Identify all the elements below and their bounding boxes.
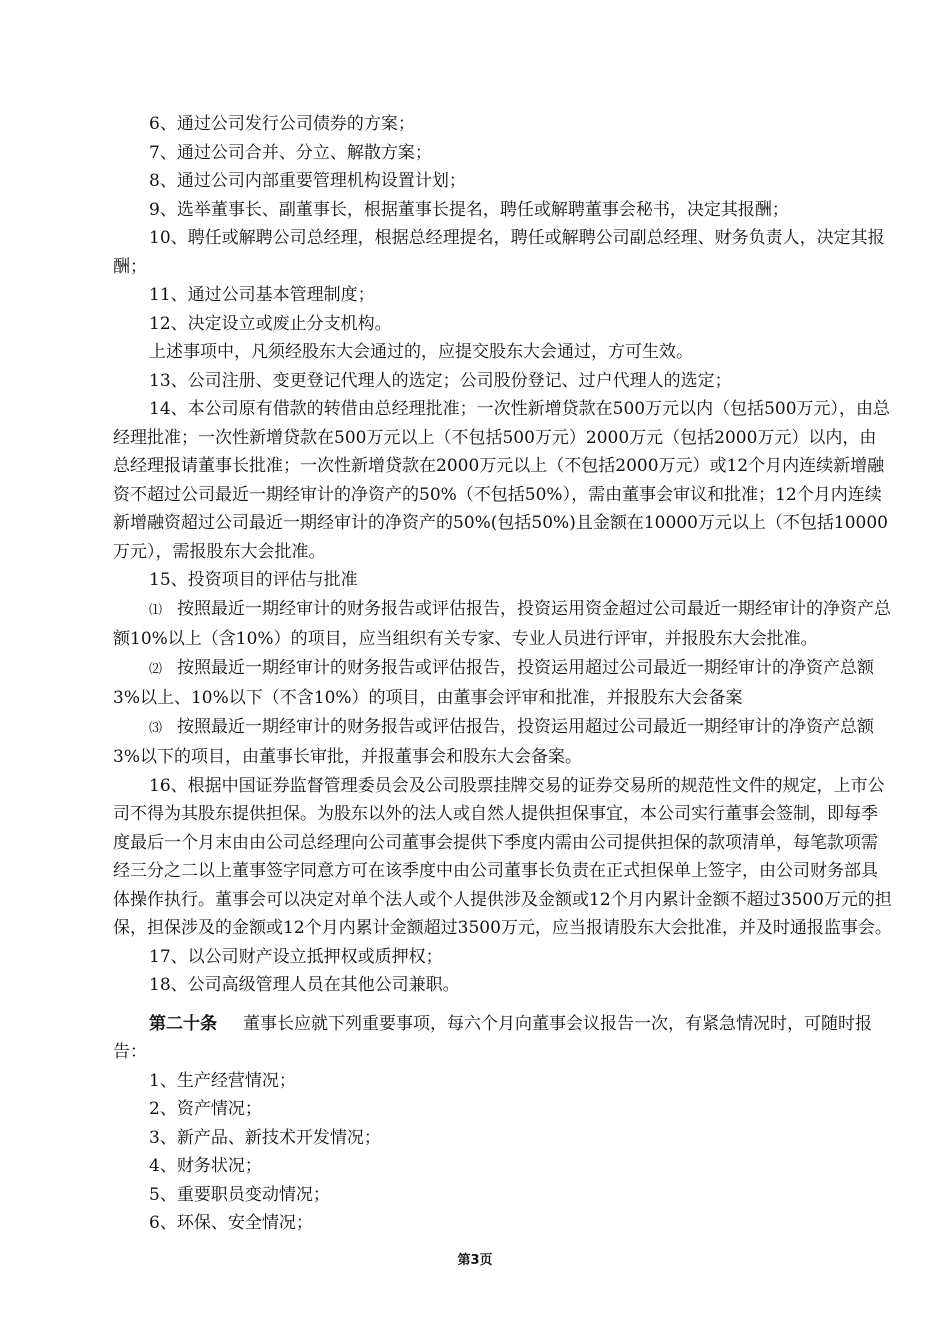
list-item: 12、决定设立或废止分支机构。 [149,313,392,334]
list-item: 5、重要职员变动情况； [149,1184,330,1205]
list-item: 6、环保、安全情况； [149,1213,313,1233]
list-item: 14、本公司原有借款的转借由总经理批准；一次性新增贷款在500万元以内（包括500万元），由总经理批准；一次性新增贷款在500万元以上（不包括500万元）2000万元（包括2000万元）以内，由总经理报请董事长批准；一次性新增贷款在2000万元以上（不包括2000万元）或12个月内连续新增融资不超过公司最近一期经审计的净资产的50%（不包括50%），需由董事会审议和批准；12个月内连续新增融资超过公司最近一期经审计的净资产的50%(包括50%)且金额在10000万元以上（不包括10000万元），需报股东大会批准。 [113,399,891,562]
sub-item-number: ⑴ [149,602,163,618]
list-item: 13、公司注册、变更登记代理人的选定；公司股份登记、过户代理人的选定； [149,370,732,391]
list-item: 6、通过公司发行公司债券的方案； [149,114,415,134]
article-heading: 第二十条 [149,1013,217,1034]
list-item: 4、财务状况； [149,1156,262,1176]
sub-item [113,654,893,713]
paragraph-gap [113,1000,893,1010]
list-item: 3、新产品、新技术开发情况； [149,1127,381,1148]
article-paragraph [113,1010,893,1067]
document-body [113,110,893,1238]
sub-item-text: 按照最近一期经审计的财务报告或评估报告，投资运用超过公司最近一期经审计的净资产总额3%以上、10%以下（不含10%）的项目，由董事会评审和批准，并报股东大会备案 [113,657,874,708]
sub-item-text: 按照最近一期经审计的财务报告或评估报告，投资运用超过公司最近一期经审计的净资产总额3%以下的项目，由董事长审批，并报董事会和股东大会备案。 [113,716,874,767]
list-item: 17、以公司财产设立抵押权或质押权； [149,946,443,967]
sub-item-number: ⑶ [149,720,163,736]
list-item: 2、资产情况； [149,1099,262,1119]
sub-item-number: ⑵ [149,661,163,677]
list-item: 8、通过公司内部重要管理机构设置计划； [149,171,466,191]
list-item: 1、生产经营情况； [149,1070,296,1091]
article-text: 董事长应就下列重要事项，每六个月向董事会议报告一次，有紧急情况时，可随时报告： [113,1013,872,1062]
list-item: 9、选举董事长、副董事长，根据董事长提名，聘任或解聘董事会秘书，决定其报酬； [149,199,789,220]
list-item: 16、根据中国证券监督管理委员会及公司股票挂牌交易的证券交易所的规范性文件的规定，上市公司不得为其股东提供担保。为股东以外的法人或自然人提供担保事宜，本公司实行董事会签制，即每季度最后一个月末由由公司总经理向公司董事会提供下季度内需由公司提供担保的款项清单，每笔款项需经三分之二以上董事签字同意方可在该季度中由公司董事长负责在正式担保单上签字，由公司财务部具体操作执行。董事会可以决定对单个法人或个人提供涉及金额或12个月内累计金额不超过3500万元的担保，担保涉及的金额或12个月内累计金额超过3500万元，应当报请股东大会批准，并及时通报监事会。 [113,775,892,938]
note-paragraph: 上述事项中，凡须经股东大会通过的，应提交股东大会通过，方可生效。 [149,342,693,362]
sub-item-text: 按照最近一期经审计的财务报告或评估报告，投资运用资金超过公司最近一期经审计的净资产总额10%以上（含10%）的项目，应当组织有关专家、专业人员进行评审，并报股东大会批准。 [113,598,891,649]
list-item: 18、公司高级管理人员在其他公司兼职。 [149,975,460,995]
sub-item [113,713,893,772]
list-item: 15、投资项目的评估与批准 [149,570,358,590]
list-item: 11、通过公司基本管理制度； [149,285,375,305]
sub-item [113,595,893,654]
list-item: 10、聘任或解聘公司总经理，根据总经理提名，聘任或解聘公司副总经理、财务负责人，决定其报酬； [113,228,885,277]
page-number: 第3页 [457,1253,493,1268]
list-item: 7、通过公司合并、分立、解散方案； [149,142,432,163]
